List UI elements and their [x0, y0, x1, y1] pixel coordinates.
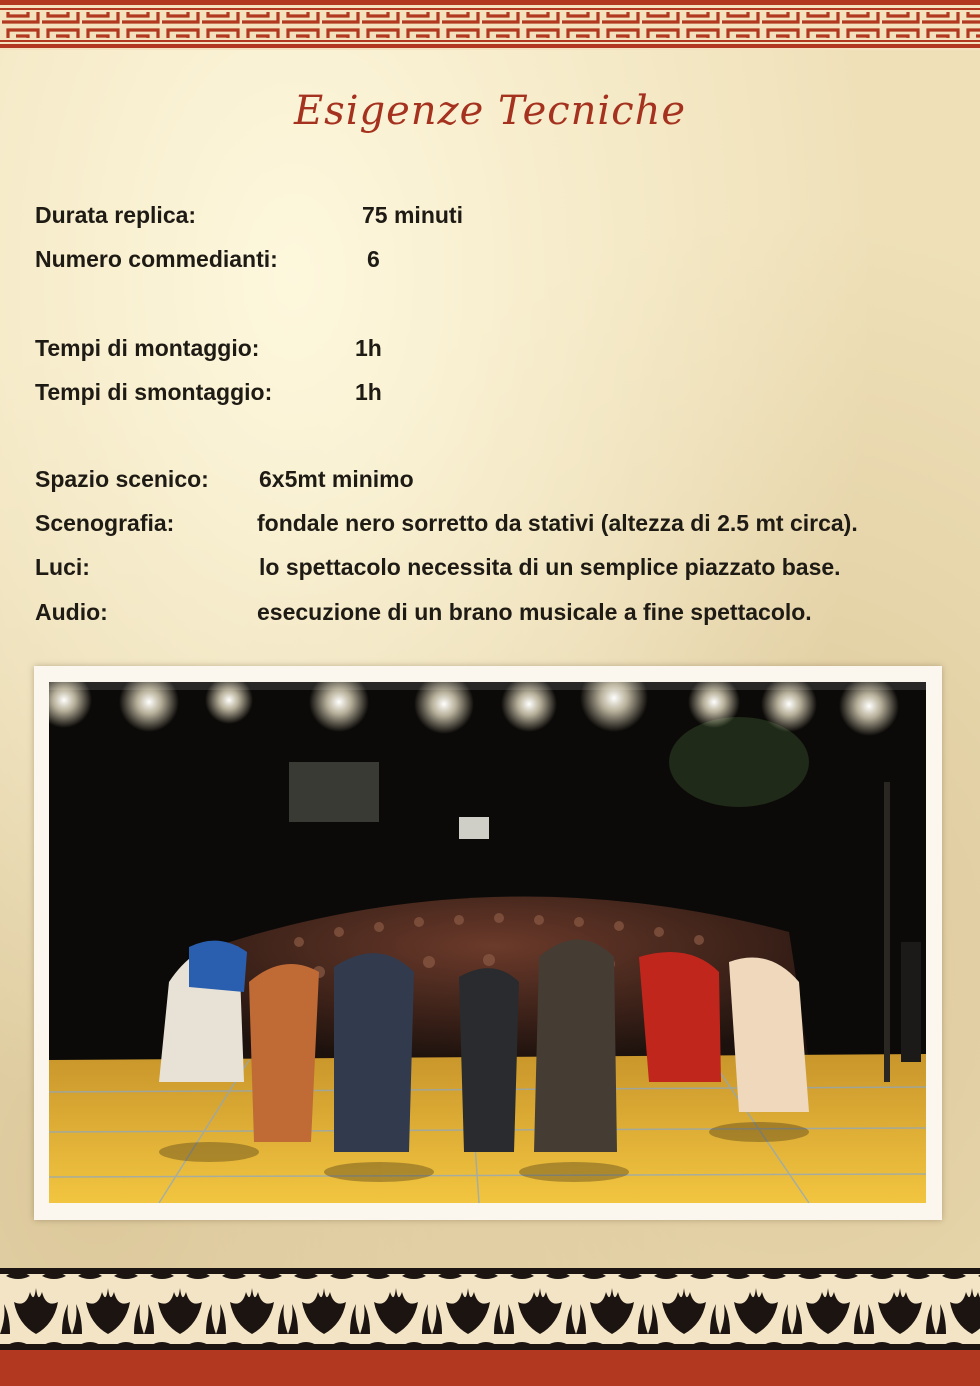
- photo-frame: [34, 666, 942, 1220]
- spec-value: 1h: [355, 335, 382, 361]
- spec-label: Luci:: [35, 554, 90, 580]
- spec-value: 6: [367, 246, 380, 272]
- spec-value: 1h: [355, 379, 382, 405]
- spec-value: 6x5mt minimo: [259, 466, 414, 492]
- palmette-bottom-border: [0, 1268, 980, 1386]
- spec-label: Tempi di smontaggio:: [35, 379, 273, 405]
- spec-label: Tempi di montaggio:: [35, 335, 260, 361]
- spec-label: Spazio scenico:: [35, 466, 209, 492]
- spec-value: fondale nero sorretto da stativi (altezza di 2.5 mt circa).: [257, 510, 858, 536]
- stage-photo: [49, 682, 926, 1203]
- spec-value: lo spettacolo necessita di un semplice piazzato base.: [259, 554, 841, 580]
- spec-label: Scenografia:: [35, 510, 175, 536]
- greek-key-top-border: [0, 0, 980, 50]
- spec-label: Numero commedianti:: [35, 246, 278, 272]
- spec-value: 75 minuti: [362, 202, 463, 228]
- spec-value: esecuzione di un brano musicale a fine spettacolo.: [257, 599, 812, 625]
- page-title: Esigenze Tecniche: [293, 88, 687, 134]
- spec-label: Durata replica:: [35, 202, 197, 228]
- spec-label: Audio:: [35, 599, 108, 625]
